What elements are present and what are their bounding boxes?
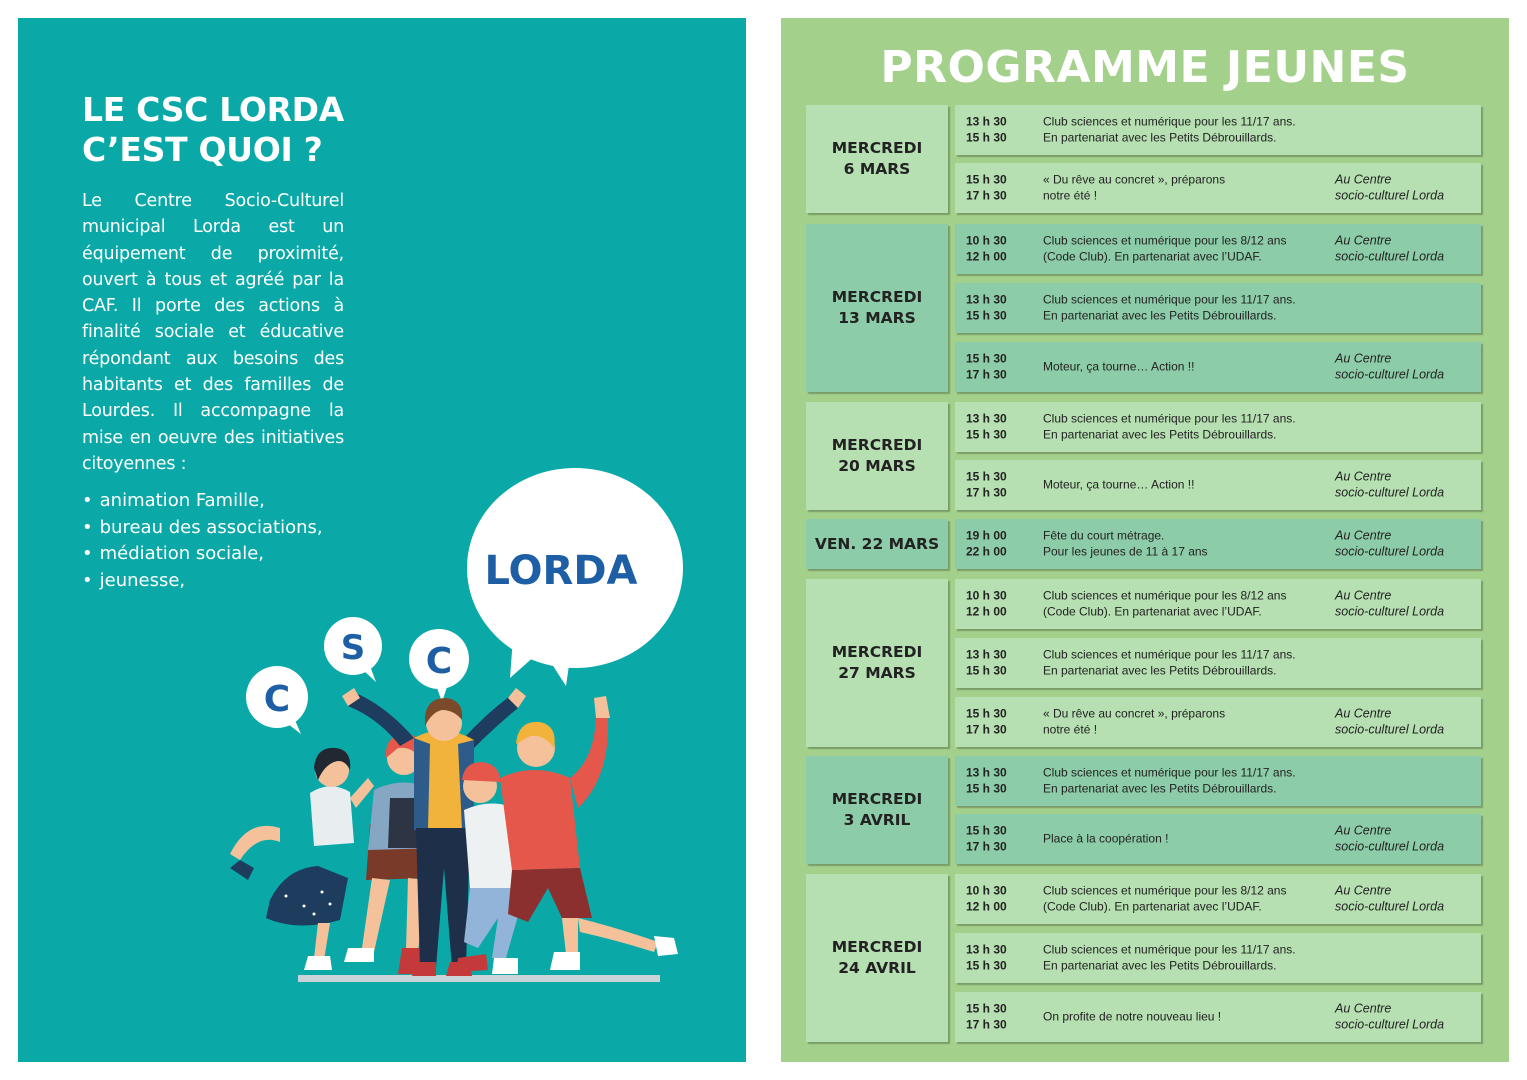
activity-desc bbox=[1043, 529, 1323, 560]
activity-desc-line1: Club sciences et numérique pour les 11/17 ans. bbox=[1043, 765, 1296, 780]
bubble-s bbox=[324, 617, 382, 682]
activity-row bbox=[955, 224, 1481, 274]
day-label-line1: MERCREDI bbox=[831, 139, 923, 157]
day-label bbox=[806, 579, 948, 747]
activity-desc-line2: Pour les jeunes de 11 à 17 ans bbox=[1043, 544, 1208, 558]
activity-desc bbox=[1043, 115, 1323, 146]
activity-desc bbox=[1043, 648, 1323, 679]
day-label-line2: 20 MARS bbox=[838, 457, 916, 475]
activity-times bbox=[966, 352, 1007, 383]
activity-row bbox=[955, 992, 1481, 1042]
activity-end: 15 h 30 bbox=[966, 781, 1007, 795]
activity-desc-line2: En partenariat avec les Petits Débrouillards. bbox=[1043, 427, 1277, 441]
activity-place-line2: socio-culturel Lorda bbox=[1335, 722, 1445, 736]
activity-end: 17 h 30 bbox=[966, 485, 1007, 499]
bubble-c1-letter: C bbox=[263, 679, 291, 720]
program-title: PROGRAMME JEUNES bbox=[880, 42, 1410, 93]
activity-desc-line1: Moteur, ça tourne… Action !! bbox=[1043, 477, 1195, 492]
activity-desc-line1: Club sciences et numérique pour les 8/12 ans bbox=[1043, 883, 1287, 898]
activity-times bbox=[966, 766, 1007, 797]
activity-desc-line1: « Du rêve au concret », préparons bbox=[1043, 706, 1226, 721]
activity-desc-line1: Club sciences et numérique pour les 11/17 ans. bbox=[1043, 942, 1296, 957]
activity-desc-line1: Club sciences et numérique pour les 8/12 ans bbox=[1043, 588, 1287, 603]
activity-row bbox=[955, 105, 1481, 155]
activity-desc-line1: Moteur, ça tourne… Action !! bbox=[1043, 359, 1195, 374]
activity-place-line1: Au Centre bbox=[1335, 823, 1392, 838]
activity-place bbox=[1335, 173, 1444, 204]
activity-desc-line1: Place à la coopération ! bbox=[1043, 831, 1169, 846]
activity-desc-line2: (Code Club). En partenariat avec l’UDAF. bbox=[1043, 899, 1262, 913]
activity-desc bbox=[1043, 707, 1323, 738]
activity-place-line1: Au Centre bbox=[1335, 588, 1392, 603]
activity-desc-line1: « Du rêve au concret », préparons bbox=[1043, 172, 1226, 187]
activity-row bbox=[955, 933, 1481, 983]
activity-times bbox=[966, 589, 1007, 620]
activity-place-line2: socio-culturel Lorda bbox=[1335, 188, 1445, 202]
activity-desc bbox=[1043, 359, 1323, 375]
activity-end: 17 h 30 bbox=[966, 722, 1007, 736]
activity-desc bbox=[1043, 477, 1323, 493]
activity-row bbox=[955, 874, 1481, 924]
activity-start: 10 h 30 bbox=[966, 588, 1007, 603]
bubble-c2 bbox=[409, 629, 469, 702]
day-label-line2: 13 MARS bbox=[838, 309, 916, 327]
bullet-item: • médiation sociale, bbox=[82, 541, 402, 568]
activity-times bbox=[966, 824, 1007, 855]
activity-desc bbox=[1043, 589, 1323, 620]
activity-place bbox=[1335, 1002, 1444, 1033]
activity-start: 13 h 30 bbox=[966, 292, 1007, 307]
activity-end: 15 h 30 bbox=[966, 130, 1007, 144]
activity-desc bbox=[1043, 173, 1323, 204]
activity-times bbox=[966, 1002, 1007, 1033]
activity-place-line2: socio-culturel Lorda bbox=[1335, 604, 1445, 618]
day-label-line1: MERCREDI bbox=[831, 643, 923, 661]
day-label-line1: MERCREDI bbox=[831, 938, 923, 956]
activity-place bbox=[1335, 824, 1444, 855]
day-label-line1: VEN. 22 MARS bbox=[814, 534, 940, 553]
day-label-line2: 27 MARS bbox=[838, 664, 916, 682]
activity-times bbox=[966, 470, 1007, 501]
activity-end: 17 h 30 bbox=[966, 839, 1007, 853]
activity-place bbox=[1335, 589, 1444, 620]
activity-place-line2: socio-culturel Lorda bbox=[1335, 485, 1445, 499]
activity-desc-line2: (Code Club). En partenariat avec l’UDAF. bbox=[1043, 249, 1262, 263]
bullet-item: • animation Famille, bbox=[82, 488, 402, 515]
activity-row bbox=[955, 519, 1481, 569]
activity-place bbox=[1335, 707, 1444, 738]
activity-place-line2: socio-culturel Lorda bbox=[1335, 544, 1445, 558]
day-label-line2: 24 AVRIL bbox=[838, 959, 916, 977]
activity-end: 15 h 30 bbox=[966, 663, 1007, 677]
activity-times bbox=[966, 884, 1007, 915]
activity-times bbox=[966, 293, 1007, 324]
activity-row bbox=[955, 283, 1481, 333]
activity-desc bbox=[1043, 293, 1323, 324]
activity-desc-line1: Club sciences et numérique pour les 11/17 ans. bbox=[1043, 114, 1296, 129]
activity-desc-line2: En partenariat avec les Petits Débrouillards. bbox=[1043, 663, 1277, 677]
activity-desc-line1: Club sciences et numérique pour les 11/17 ans. bbox=[1043, 292, 1296, 307]
activity-place-line1: Au Centre bbox=[1335, 172, 1392, 187]
bullet-item: • jeunesse, bbox=[82, 568, 402, 595]
activity-place-line1: Au Centre bbox=[1335, 706, 1392, 721]
activity-desc-line2: En partenariat avec les Petits Débrouillards. bbox=[1043, 130, 1277, 144]
activity-desc-line1: Club sciences et numérique pour les 8/12 ans bbox=[1043, 233, 1287, 248]
activity-times bbox=[966, 412, 1007, 443]
activity-start: 13 h 30 bbox=[966, 411, 1007, 426]
activity-desc-line2: notre été ! bbox=[1043, 722, 1098, 736]
day-label-line2: 6 MARS bbox=[843, 160, 911, 178]
activity-start: 15 h 30 bbox=[966, 351, 1007, 366]
activity-start: 15 h 30 bbox=[966, 706, 1007, 721]
activity-end: 12 h 00 bbox=[966, 249, 1007, 263]
day-label-line1: MERCREDI bbox=[831, 436, 923, 454]
activity-place-line2: socio-culturel Lorda bbox=[1335, 899, 1445, 913]
bubble-lorda-text: LORDA bbox=[484, 548, 638, 594]
activity-desc bbox=[1043, 884, 1323, 915]
activity-row bbox=[955, 342, 1481, 392]
activity-times bbox=[966, 648, 1007, 679]
activity-start: 15 h 30 bbox=[966, 469, 1007, 484]
activity-row bbox=[955, 638, 1481, 688]
activity-desc-line2: (Code Club). En partenariat avec l’UDAF. bbox=[1043, 604, 1262, 618]
activity-start: 10 h 30 bbox=[966, 883, 1007, 898]
ground-shadow bbox=[298, 975, 660, 982]
activity-place-line2: socio-culturel Lorda bbox=[1335, 1017, 1445, 1031]
day-label bbox=[806, 402, 948, 510]
activity-end: 15 h 30 bbox=[966, 308, 1007, 322]
day-label bbox=[806, 756, 948, 864]
activity-times bbox=[966, 943, 1007, 974]
activity-times bbox=[966, 234, 1007, 265]
activity-end: 17 h 30 bbox=[966, 188, 1007, 202]
activity-end: 22 h 00 bbox=[966, 544, 1007, 558]
activity-start: 15 h 30 bbox=[966, 172, 1007, 187]
activity-desc-line2: En partenariat avec les Petits Débrouillards. bbox=[1043, 958, 1277, 972]
day-label bbox=[806, 105, 948, 213]
activity-start: 10 h 30 bbox=[966, 233, 1007, 248]
day-label bbox=[806, 874, 948, 1042]
person-woman-skirt bbox=[230, 748, 374, 970]
day-label-line2: 3 AVRIL bbox=[843, 811, 911, 829]
intro-paragraph: Le Centre Socio-Culturel municipal Lorda est un équipement de proximité, ouvert à tous et agréé par la CAF. Il porte des actions à finalité sociale et éducative répondant aux besoins des habitants et des familles de Lourdes. Il accompagne la mise en oeuvre des initiatives citoyennes : bbox=[82, 191, 344, 474]
bubble-s-letter: S bbox=[340, 628, 366, 668]
activity-desc bbox=[1043, 412, 1323, 443]
bubble-c1 bbox=[246, 666, 308, 734]
activity-desc-line1: Fête du court métrage. bbox=[1043, 528, 1165, 543]
activity-place-line1: Au Centre bbox=[1335, 469, 1392, 484]
activity-start: 15 h 30 bbox=[966, 1001, 1007, 1016]
activity-place-line1: Au Centre bbox=[1335, 528, 1392, 543]
activity-desc bbox=[1043, 234, 1323, 265]
bullet-item: • bureau des associations, bbox=[82, 515, 402, 542]
activity-place bbox=[1335, 884, 1444, 915]
activity-start: 13 h 30 bbox=[966, 114, 1007, 129]
activity-times bbox=[966, 173, 1007, 204]
activity-desc-line1: Club sciences et numérique pour les 11/17 ans. bbox=[1043, 411, 1296, 426]
activity-place-line2: socio-culturel Lorda bbox=[1335, 839, 1445, 853]
day-label bbox=[806, 519, 948, 569]
csc-illustration bbox=[18, 18, 746, 1062]
activity-place-line1: Au Centre bbox=[1335, 233, 1392, 248]
activity-times bbox=[966, 115, 1007, 146]
left-title-line2: C’EST QUOI ? bbox=[82, 130, 323, 169]
activity-place-line2: socio-culturel Lorda bbox=[1335, 367, 1445, 381]
activity-times bbox=[966, 707, 1007, 738]
right-panel bbox=[781, 18, 1509, 1062]
activity-row bbox=[955, 163, 1481, 213]
activity-times bbox=[966, 529, 1007, 560]
activity-desc bbox=[1043, 831, 1323, 847]
activity-desc-line1: On profite de notre nouveau lieu ! bbox=[1043, 1009, 1222, 1024]
activity-desc bbox=[1043, 1009, 1323, 1025]
activity-start: 13 h 30 bbox=[966, 765, 1007, 780]
activity-end: 15 h 30 bbox=[966, 958, 1007, 972]
bubble-lorda bbox=[467, 468, 683, 686]
activity-start: 13 h 30 bbox=[966, 647, 1007, 662]
activity-end: 12 h 00 bbox=[966, 899, 1007, 913]
activity-end: 17 h 30 bbox=[966, 1017, 1007, 1031]
left-title-line1: LE CSC LORDA bbox=[82, 90, 345, 129]
activity-end: 12 h 00 bbox=[966, 604, 1007, 618]
activity-end: 17 h 30 bbox=[966, 367, 1007, 381]
day-label-line1: MERCREDI bbox=[831, 288, 923, 306]
activity-start: 15 h 30 bbox=[966, 823, 1007, 838]
activity-row bbox=[955, 756, 1481, 806]
activity-desc-line2: En partenariat avec les Petits Débrouillards. bbox=[1043, 781, 1277, 795]
activity-place-line1: Au Centre bbox=[1335, 1001, 1392, 1016]
activity-place bbox=[1335, 529, 1444, 560]
activity-place-line2: socio-culturel Lorda bbox=[1335, 249, 1445, 263]
activity-place bbox=[1335, 352, 1444, 383]
activity-desc-line2: notre été ! bbox=[1043, 188, 1098, 202]
activity-place bbox=[1335, 470, 1444, 501]
activity-start: 19 h 00 bbox=[966, 528, 1007, 543]
activity-place-line1: Au Centre bbox=[1335, 351, 1392, 366]
bubble-c2-letter: C bbox=[425, 641, 453, 682]
activity-row bbox=[955, 814, 1481, 864]
left-panel bbox=[18, 18, 746, 1062]
activity-desc-line1: Club sciences et numérique pour les 11/17 ans. bbox=[1043, 647, 1296, 662]
activity-desc-line2: En partenariat avec les Petits Débrouillards. bbox=[1043, 308, 1277, 322]
day-label-line1: MERCREDI bbox=[831, 790, 923, 808]
day-label bbox=[806, 224, 948, 392]
person-hoodie-man bbox=[500, 696, 678, 970]
activity-row bbox=[955, 402, 1481, 452]
activity-row bbox=[955, 579, 1481, 629]
activity-row bbox=[955, 697, 1481, 747]
activity-start: 13 h 30 bbox=[966, 942, 1007, 957]
activity-place bbox=[1335, 234, 1444, 265]
activity-desc bbox=[1043, 766, 1323, 797]
activity-place-line1: Au Centre bbox=[1335, 883, 1392, 898]
activity-end: 15 h 30 bbox=[966, 427, 1007, 441]
activity-row bbox=[955, 460, 1481, 510]
activity-desc bbox=[1043, 943, 1323, 974]
